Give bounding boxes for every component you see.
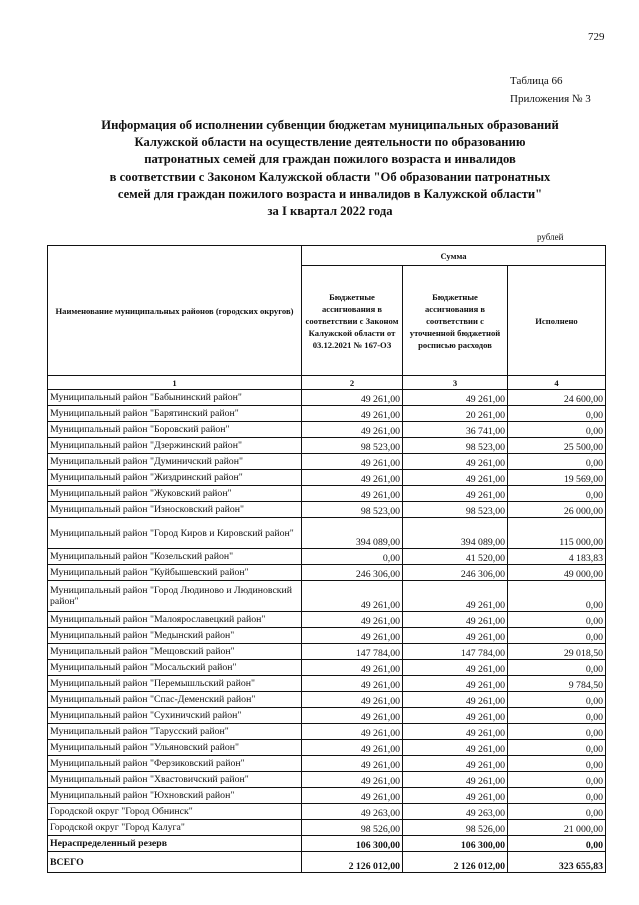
row-refined-amount: 49 261,00 bbox=[403, 470, 508, 486]
row-executed-amount: 0,00 bbox=[508, 486, 606, 502]
row-law-amount: 106 300,00 bbox=[302, 836, 403, 852]
table-row bbox=[48, 644, 606, 660]
row-name: Муниципальный район "Жуковский район" bbox=[48, 486, 302, 502]
row-refined-amount: 36 741,00 bbox=[403, 422, 508, 438]
row-refined-amount: 394 089,00 bbox=[403, 518, 508, 549]
row-executed-amount: 0,00 bbox=[508, 422, 606, 438]
title-line: семей для граждан пожилого возраста и инвалидов в Калужской области" bbox=[117, 186, 543, 201]
table-row bbox=[48, 756, 606, 772]
table-row bbox=[48, 518, 606, 549]
row-refined-amount: 20 261,00 bbox=[403, 406, 508, 422]
table-row bbox=[48, 406, 606, 422]
table-row bbox=[48, 804, 606, 820]
row-executed-amount: 0,00 bbox=[508, 724, 606, 740]
column-number: 1 bbox=[48, 376, 302, 390]
row-name: Муниципальный район "Жиздринский район" bbox=[48, 470, 302, 486]
row-law-amount: 49 261,00 bbox=[302, 628, 403, 644]
row-law-amount: 49 261,00 bbox=[302, 788, 403, 804]
row-refined-amount: 49 261,00 bbox=[403, 724, 508, 740]
row-law-amount: 49 261,00 bbox=[302, 486, 403, 502]
annex-label: Приложения № 3 bbox=[510, 93, 591, 105]
row-name: Муниципальный район "Мосальский район" bbox=[48, 660, 302, 676]
row-executed-amount: 26 000,00 bbox=[508, 502, 606, 518]
row-law-amount: 49 261,00 bbox=[302, 708, 403, 724]
row-executed-amount: 0,00 bbox=[508, 581, 606, 612]
header-executed-column: Исполнено bbox=[508, 266, 606, 376]
row-refined-amount: 49 261,00 bbox=[403, 676, 508, 692]
row-refined-amount: 98 523,00 bbox=[403, 502, 508, 518]
row-refined-amount: 49 261,00 bbox=[403, 740, 508, 756]
row-executed-amount: 0,00 bbox=[508, 692, 606, 708]
row-executed-amount: 49 000,00 bbox=[508, 565, 606, 581]
row-law-amount: 98 523,00 bbox=[302, 502, 403, 518]
row-law-amount: 49 261,00 bbox=[302, 581, 403, 612]
row-name: Муниципальный район "Козельский район" bbox=[48, 549, 302, 565]
table-row bbox=[48, 486, 606, 502]
column-number: 2 bbox=[302, 376, 403, 390]
row-name: Муниципальный район "Думиничский район" bbox=[48, 454, 302, 470]
header-sum-group: Сумма bbox=[302, 246, 606, 266]
table-label: Таблица 66 bbox=[510, 75, 563, 87]
row-law-amount: 0,00 bbox=[302, 549, 403, 565]
units-label: рублей bbox=[537, 232, 564, 242]
row-law-amount: 98 526,00 bbox=[302, 820, 403, 836]
table-row bbox=[48, 549, 606, 565]
row-name: Муниципальный район "Тарусский район" bbox=[48, 724, 302, 740]
row-law-amount: 49 261,00 bbox=[302, 470, 403, 486]
row-refined-amount: 98 523,00 bbox=[403, 438, 508, 454]
total-refined: 2 126 012,00 bbox=[403, 852, 508, 873]
row-law-amount: 98 523,00 bbox=[302, 438, 403, 454]
row-name: Городской округ "Город Калуга" bbox=[48, 820, 302, 836]
row-refined-amount: 49 261,00 bbox=[403, 692, 508, 708]
row-executed-amount: 0,00 bbox=[508, 708, 606, 724]
row-name: Муниципальный район "Медынский район" bbox=[48, 628, 302, 644]
row-law-amount: 49 261,00 bbox=[302, 724, 403, 740]
column-number: 3 bbox=[403, 376, 508, 390]
row-refined-amount: 49 261,00 bbox=[403, 660, 508, 676]
row-law-amount: 49 261,00 bbox=[302, 740, 403, 756]
title-line: в соответствии с Законом Калужской области "Об образовании патронатных bbox=[109, 169, 551, 184]
table-row bbox=[48, 502, 606, 518]
table-row bbox=[48, 740, 606, 756]
table-body bbox=[48, 390, 606, 852]
row-law-amount: 49 261,00 bbox=[302, 406, 403, 422]
row-executed-amount: 0,00 bbox=[508, 660, 606, 676]
row-name: Муниципальный район "Город Людиново и Людиновский район" bbox=[48, 581, 302, 612]
row-executed-amount: 29 018,50 bbox=[508, 644, 606, 660]
row-refined-amount: 49 261,00 bbox=[403, 454, 508, 470]
table-row bbox=[48, 422, 606, 438]
row-name: Муниципальный район "Боровский район" bbox=[48, 422, 302, 438]
subvention-table bbox=[47, 245, 606, 873]
row-refined-amount: 49 261,00 bbox=[403, 486, 508, 502]
row-law-amount: 49 261,00 bbox=[302, 676, 403, 692]
total-row bbox=[48, 852, 606, 873]
row-name: Городской округ "Город Обнинск" bbox=[48, 804, 302, 820]
title-line: патронатных семей для граждан пожилого возраста и инвалидов bbox=[144, 152, 516, 167]
row-name: Муниципальный район "Хвастовичский район" bbox=[48, 772, 302, 788]
row-executed-amount: 0,00 bbox=[508, 788, 606, 804]
header-name-column: Наименование муниципальных районов (городских округов) bbox=[48, 246, 302, 376]
table-row bbox=[48, 390, 606, 406]
table-row bbox=[48, 788, 606, 804]
title-line: Калужской области на осуществление деятельности по образованию bbox=[134, 135, 526, 150]
row-name: Муниципальный район "Износковский район" bbox=[48, 502, 302, 518]
table-row bbox=[48, 581, 606, 612]
column-number: 4 bbox=[508, 376, 606, 390]
row-name: Муниципальный район "Бабынинский район" bbox=[48, 390, 302, 406]
header-refined-column: Бюджетные ассигнования в соответствии с уточненной бюджетной росписью расходов bbox=[403, 266, 508, 376]
row-refined-amount: 49 261,00 bbox=[403, 788, 508, 804]
table-row bbox=[48, 438, 606, 454]
table-row bbox=[48, 724, 606, 740]
row-refined-amount: 49 261,00 bbox=[403, 612, 508, 628]
row-refined-amount: 147 784,00 bbox=[403, 644, 508, 660]
row-executed-amount: 0,00 bbox=[508, 804, 606, 820]
table-row bbox=[48, 470, 606, 486]
total-executed: 323 655,83 bbox=[508, 852, 606, 873]
row-name: Муниципальный район "Город Киров и Кировский район" bbox=[48, 518, 302, 549]
row-name: Муниципальный район "Перемышльский район" bbox=[48, 676, 302, 692]
row-name: Муниципальный район "Ульяновский район" bbox=[48, 740, 302, 756]
row-name: Муниципальный район "Сухиничский район" bbox=[48, 708, 302, 724]
row-law-amount: 49 261,00 bbox=[302, 454, 403, 470]
total-label: ВСЕГО bbox=[48, 852, 302, 873]
row-refined-amount: 98 526,00 bbox=[403, 820, 508, 836]
total-law: 2 126 012,00 bbox=[302, 852, 403, 873]
table-row bbox=[48, 676, 606, 692]
row-refined-amount: 49 261,00 bbox=[403, 772, 508, 788]
row-executed-amount: 0,00 bbox=[508, 772, 606, 788]
row-law-amount: 49 261,00 bbox=[302, 772, 403, 788]
row-refined-amount: 106 300,00 bbox=[403, 836, 508, 852]
row-refined-amount: 246 306,00 bbox=[403, 565, 508, 581]
row-refined-amount: 49 261,00 bbox=[403, 628, 508, 644]
row-refined-amount: 49 261,00 bbox=[403, 756, 508, 772]
page-number: 729 bbox=[588, 31, 605, 43]
table-row bbox=[48, 612, 606, 628]
row-law-amount: 49 263,00 bbox=[302, 804, 403, 820]
row-refined-amount: 49 261,00 bbox=[403, 390, 508, 406]
row-name: Муниципальный район "Мещовский район" bbox=[48, 644, 302, 660]
row-law-amount: 49 261,00 bbox=[302, 422, 403, 438]
row-executed-amount: 0,00 bbox=[508, 454, 606, 470]
row-executed-amount: 19 569,00 bbox=[508, 470, 606, 486]
row-name: Муниципальный район "Спас-Деменский район" bbox=[48, 692, 302, 708]
title-line: Информация об исполнении субвенции бюджетам муниципальных образований bbox=[101, 118, 559, 132]
row-executed-amount: 0,00 bbox=[508, 740, 606, 756]
row-law-amount: 147 784,00 bbox=[302, 644, 403, 660]
row-executed-amount: 0,00 bbox=[508, 628, 606, 644]
table-row bbox=[48, 628, 606, 644]
row-executed-amount: 25 500,00 bbox=[508, 438, 606, 454]
row-executed-amount: 21 000,00 bbox=[508, 820, 606, 836]
table-row bbox=[48, 565, 606, 581]
row-law-amount: 49 261,00 bbox=[302, 612, 403, 628]
title-line: за I квартал 2022 года bbox=[267, 204, 393, 219]
table-row bbox=[48, 836, 606, 852]
row-name: Муниципальный район "Дзержинский район" bbox=[48, 438, 302, 454]
row-executed-amount: 115 000,00 bbox=[508, 518, 606, 549]
row-executed-amount: 9 784,50 bbox=[508, 676, 606, 692]
row-executed-amount: 4 183,83 bbox=[508, 549, 606, 565]
document-title bbox=[60, 117, 600, 220]
row-refined-amount: 49 261,00 bbox=[403, 581, 508, 612]
row-name: Муниципальный район "Малоярославецкий район" bbox=[48, 612, 302, 628]
row-name: Муниципальный район "Юхновский район" bbox=[48, 788, 302, 804]
header-law-column: Бюджетные ассигнования в соответствии с Законом Калужской области от 03.12.2021 № 167-ОЗ bbox=[302, 266, 403, 376]
row-executed-amount: 0,00 bbox=[508, 756, 606, 772]
row-law-amount: 49 261,00 bbox=[302, 660, 403, 676]
row-law-amount: 394 089,00 bbox=[302, 518, 403, 549]
row-name: Нераспределенный резерв bbox=[48, 836, 302, 852]
table-row bbox=[48, 708, 606, 724]
row-law-amount: 246 306,00 bbox=[302, 565, 403, 581]
row-name: Муниципальный район "Куйбышевский район" bbox=[48, 565, 302, 581]
row-refined-amount: 41 520,00 bbox=[403, 549, 508, 565]
row-name: Муниципальный район "Ферзиковский район" bbox=[48, 756, 302, 772]
row-executed-amount: 0,00 bbox=[508, 836, 606, 852]
row-executed-amount: 0,00 bbox=[508, 406, 606, 422]
row-refined-amount: 49 261,00 bbox=[403, 708, 508, 724]
table-row bbox=[48, 820, 606, 836]
row-refined-amount: 49 263,00 bbox=[403, 804, 508, 820]
row-law-amount: 49 261,00 bbox=[302, 692, 403, 708]
row-name: Муниципальный район "Барятинский район" bbox=[48, 406, 302, 422]
table-row bbox=[48, 692, 606, 708]
table-row bbox=[48, 660, 606, 676]
table-row bbox=[48, 454, 606, 470]
row-executed-amount: 0,00 bbox=[508, 612, 606, 628]
row-law-amount: 49 261,00 bbox=[302, 756, 403, 772]
row-law-amount: 49 261,00 bbox=[302, 390, 403, 406]
table-row bbox=[48, 772, 606, 788]
row-executed-amount: 24 600,00 bbox=[508, 390, 606, 406]
